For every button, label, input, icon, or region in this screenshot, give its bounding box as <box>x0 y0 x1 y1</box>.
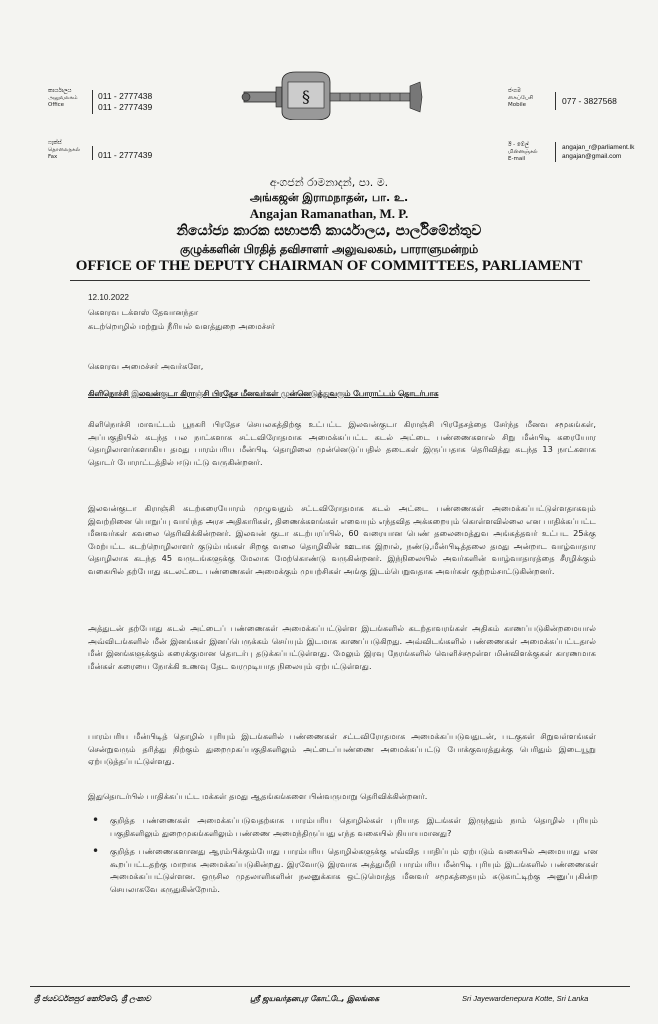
fax-label: ෆැක්ස් தொலைநகல் Fax <box>48 140 81 160</box>
mobile-number: 077 - 3827568 <box>562 96 617 106</box>
office-sinhala: නියෝජ්‍ය කාරක සභාපති කාර්යාලය, පාර්ලිමේන්තුව <box>176 223 482 239</box>
name-english: Angajan Ramanathan, M. P. <box>249 206 409 221</box>
body-paragraph-1: கிளிநொச்சி மாவட்டம் பூநகரி பிரதேச செயலகத்திற்கு உட்பட்ட இலவன்குடா கிராஞ்சி பிரதேசத்தை சேர்ந்த மீனவ சமூகங்கள், அப்பகுதியில் கடந்த பல நாட்களாக சட்டவிரோதமாக அமைக்கப்பட்ட கடல் அட்டை பண்ணைகளால் சிறு மீன்பிடி கரையோர தொழிலாளர்களாகிய தமது பாரம்பரிய மீன்பிடி தொழிலை முன்னெடுப்பதில் தடைகள் இருப்பதாக தெரிவித்து கடந்த 13 நாட்களாக தொடர் போராட்டத்தில் ஈடுபட்டு வருகின்றனர். <box>88 419 596 467</box>
footer-address-tamil: ஸ்ரீ ஜயவர்தனபுர கோட்டே, இலங்கை <box>250 994 380 1003</box>
office-phone-numbers: 011 - 2777438 011 - 2777439 <box>98 91 153 112</box>
name-tamil: அங்கஜன் இராமநாதன், பா. உ. <box>249 191 409 204</box>
email-label: ඊ - මේල් மின்னஞ்சல் E-mail <box>508 142 538 162</box>
recipient-title: கடற்றொழில் மற்றும் நீரியல் வளத்துறை அமைச்சர் <box>88 321 276 331</box>
header-divider <box>70 280 590 281</box>
letter-date: 12.10.2022 <box>88 293 129 302</box>
svg-text:§: § <box>302 87 310 106</box>
footer-address-english: Sri Jayewardenepura Kotte, Sri Lanka <box>462 994 589 1003</box>
body-paragraph-2: இலவன்குடா கிராஞ்சி கடற்கரையோரம் முழுவதும் சட்டவிரோதமாக கடல் அட்டை பண்ணைகள் அமைக்கப்பட்டுள்ளதாகவும் இவற்றினை பொறுப்பு வாய்ந்த அரச அதிகாரிகள், திணைக்களங்கள் எவையும் எந்தவித அக்கறையும் கொள்ளவில்லை என பாதிக்கப்பட்ட மீனவர்கள் கவலை தெரிவிக்கின்றனர். இலவன் குடா கடற்பரப்பில், 60 வரையான பெண் தலைமைத்துவ அங்கத்தவர் உட்பட 25க்கு மேற்பட்ட கடற்றொழிலாளர் குடும்பங்கள் சிறகு வலை தொழிலின் ஊடாக இறால், நண்டு,மீன்பிடித்தலை தமது அன்றாட வாழ்வாதார தொழிலாக கடந்த 45 வருடங்களுக்கு மேலாக மேற்கொண்டு வருகின்றனர். இந்நிலையில் அவர்களின் வாழ்வாதாரத்தை சீரழிக்கும் வகையில் தற்போது கடலட்டை பண்ணைகள் அமைக்கும் முயற்சிகள் அங்கு இடம்பெறுவதாக அவர்கள் குற்றம்சாட்டுகின்றனர். <box>88 503 596 576</box>
body-paragraph-5: இதுதொடர்பில் பாதிக்கப்பட்ட மக்கள் தமது ஆதங்கங்களை பின்வருமாறு தெரிவிக்கின்றனர். <box>88 791 428 801</box>
letter-subject: கிளிநொச்சி இலவன்குடா கிராஞ்சி பிரதேச மீனவர்கள் முன்னெடுத்துவரும் போராட்டம் தொடர்பாக <box>88 389 439 398</box>
list-item: • குறித்த பண்ணைகளானது ஆரம்பிக்கும்போது பாரம்பரிய தொழில்களுக்கு எவ்வித பாதிப்பும் ஏற்படும் வகையில் அமையாது என கூறப்பட்டதற்கு மாறாக அமைக்கப்படுகின்றது. இரவோடு இரவாக அத்துமீறி பாரம்பரிய மீன்பிடி புரியும் இடங்களில் பண்ணைகள் அமைக்கப்பட்டுள்ளன. ஒருசில முதலாளிகளின் நலனுக்காக ஒட்டுமொத்த மீனவர் சமூகத்தையும் சுடுகாட்டிற்கு அனுப்புகின்ற செயலாகவே கருதுகின்றோம். <box>88 845 598 895</box>
recipient-name: கௌரவ டக்ளஸ் தேவானந்தா <box>88 307 199 317</box>
office-tamil: குழுக்களின் பிரதித் தவிசாளர் அலுவலகம், பாராளுமன்றம் <box>179 242 479 256</box>
footer-divider <box>30 986 630 987</box>
office-label: කාර්යාලය அலுவலகம் Office <box>48 88 78 108</box>
office-english: OFFICE OF THE DEPUTY CHAIRMAN OF COMMITTEES, PARLIAMENT <box>75 258 583 274</box>
body-paragraph-3: அத்துடன் தற்போது கடல் அட்டைப் பண்ணைகள் அமைக்கப்பட்டுள்ள இடங்களில் கடற்தாவரங்கள் அதிகம் காணப்படுகின்றமையால் அவ்விடங்களில் மீன் இனங்கள் இனப்பெருக்கம் செய்யும் இடமாக காணப்படுகிறது. அவ்விடங்களில் பண்ணைகள் அமைக்கப்பட்டதால் மீன் இனங்களுக்கும் கரைக்குமான தொடர்பு தடுக்கப்பட்டுள்ளது. மேலும் இரவு நேரங்களில் வெளிச்சமூள்ள மின்விளக்குகள் காரணமாக மீன்கள் கரையை நோக்கி உணவு தேட வரமுடியாத நிலையும் ஏற்பட்டுள்ளது. <box>88 623 596 671</box>
list-item: • குறித்த பண்ணைகள் அமைக்கப்படுவதற்காக பாரம்பரிய தொழில்கள் புரியாத இடங்கள் இருந்தும் நாம் தொழில் புரியும் பகுதிகளிலும் துறைமுகங்களிலும் பண்ணை அமைந்திருப்பது எந்த வகையில் நியாயமானது? <box>88 814 598 839</box>
salutation: கௌரவ அமைச்சர் அவர்களே, <box>88 361 204 371</box>
mobile-label: ජංගම கைப்பேசி Mobile <box>508 88 534 108</box>
email-addresses: angajan_r@parliament.lk angajan@gmail.com <box>562 144 635 160</box>
footer-address-sinhala: ශ්‍රී ජයවර්ධනපුර කෝට්ටේ, ශ්‍රී ලංකාව <box>34 994 151 1003</box>
name-sinhala: අංගජන් රාමනාදන්, පා. ම. <box>269 176 389 189</box>
body-paragraph-4: பாரம்பரிய மீன்பிடித் தொழில் புரியும் இடங்களில் பண்ணைகள் சட்டவிரோதமாக அமைக்கப்படுவதுடன், படகுகள் சிறுவள்ளங்கள் சென்றுவரும் தரித்து நிற்கும் துறைமுகப்பகுதிகளிலும் அட்டைப்பண்ணை அமைக்கப்பட்டு போக்குவரத்துக்கு பெரிதும் இடையூறு ஏற்படுத்தப்பட்டுள்ளது. <box>88 731 596 767</box>
parliament-mace-icon <box>236 68 426 120</box>
grievance-list <box>88 814 598 902</box>
fax-number: 011 - 2777439 <box>98 150 153 160</box>
